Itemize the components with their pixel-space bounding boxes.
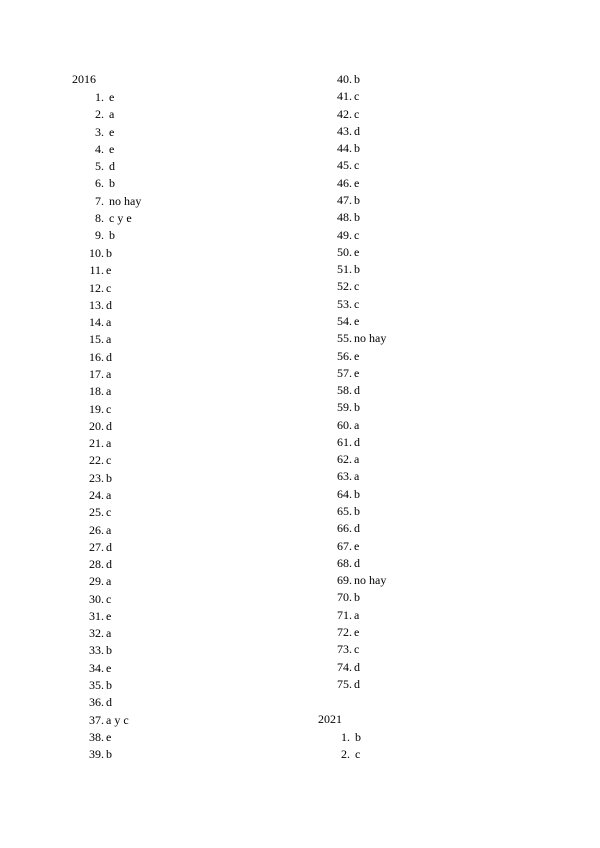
answer-value: b <box>354 486 360 501</box>
question-number: 17. <box>89 366 104 381</box>
question-number: 14. <box>89 315 104 330</box>
question-number: 54. <box>337 313 352 328</box>
year-heading-2021: 2021 <box>318 712 342 726</box>
answer-value: c y e <box>109 210 132 225</box>
answer-value: e <box>106 608 112 623</box>
answer-value: b <box>354 192 360 207</box>
answer-value: e <box>106 729 112 744</box>
answer-value: c <box>354 89 360 104</box>
question-number: 45. <box>337 158 352 173</box>
answer-value: no hay <box>109 193 142 208</box>
answer-value: no hay <box>354 331 387 346</box>
answer-value: d <box>106 557 112 572</box>
answer-value: c <box>106 280 112 295</box>
question-number: 8. <box>95 210 104 225</box>
answer-value: no hay <box>354 573 387 588</box>
question-number: 34. <box>89 660 104 675</box>
answer-value: c <box>354 106 360 121</box>
question-number: 68. <box>337 555 352 570</box>
answer-value: a <box>106 384 112 399</box>
question-number: 67. <box>337 538 352 553</box>
question-number: 21. <box>89 436 104 451</box>
question-number: 30. <box>89 591 104 606</box>
answer-value: e <box>109 90 115 104</box>
question-number: 60. <box>337 417 352 432</box>
question-number: 28. <box>89 557 104 572</box>
answer-value: a <box>106 315 112 330</box>
answer-value: a <box>106 332 112 347</box>
question-number: 61. <box>337 434 352 449</box>
question-number: 59. <box>337 400 352 415</box>
answer-value: a <box>354 417 360 432</box>
question-number: 35. <box>89 678 104 693</box>
answer-value: c <box>354 227 360 242</box>
question-number: 39. <box>89 747 104 762</box>
question-number: 64. <box>337 486 352 501</box>
answer-value: d <box>106 695 112 710</box>
answer-value: d <box>109 159 115 174</box>
question-number: 72. <box>337 625 352 639</box>
answer-value: a <box>354 607 360 622</box>
question-number: 10. <box>89 246 104 260</box>
answer-value: a <box>106 436 112 451</box>
answer-value: a <box>106 522 112 537</box>
answer-value: e <box>354 365 360 380</box>
answer-value: b <box>106 747 112 762</box>
answer-value: c <box>106 401 112 416</box>
answer-value: b <box>109 176 115 191</box>
question-number: 55. <box>337 331 352 346</box>
answer-value: c <box>106 505 112 520</box>
question-number: 63. <box>337 469 352 484</box>
answer-value: e <box>354 175 360 190</box>
answer-value: b <box>106 643 112 658</box>
question-number: 25. <box>89 505 104 520</box>
question-number: 66. <box>337 521 352 536</box>
answer-value: c <box>354 642 360 657</box>
question-number: 3. <box>95 124 104 139</box>
question-number: 42. <box>337 106 352 121</box>
question-number: 49. <box>337 227 352 242</box>
question-number: 19. <box>89 401 104 416</box>
question-number: 36. <box>89 695 104 710</box>
question-number: 1. <box>95 90 104 104</box>
question-number: 70. <box>337 590 352 605</box>
question-number: 26. <box>89 522 104 537</box>
question-number: 50. <box>337 244 352 259</box>
answer-value: e <box>354 348 360 363</box>
question-number: 9. <box>95 228 104 243</box>
question-number: 32. <box>89 626 104 641</box>
question-number: 22. <box>89 453 104 468</box>
answer-value: b <box>354 262 360 277</box>
answer-value: c <box>354 279 360 294</box>
answer-value: a <box>354 452 360 467</box>
question-number: 58. <box>337 383 352 398</box>
question-number: 62. <box>337 452 352 467</box>
answer-value: e <box>354 625 360 639</box>
answer-value: d <box>106 539 112 554</box>
answer-value: d <box>106 297 112 312</box>
question-number: 20. <box>89 418 104 433</box>
question-number: 18. <box>89 384 104 399</box>
answer-value: b <box>354 210 360 225</box>
answer-value: a <box>106 626 112 641</box>
year-heading-2016: 2016 <box>72 72 96 86</box>
answer-value: b <box>355 730 361 744</box>
question-number: 29. <box>89 574 104 589</box>
answer-value: d <box>106 349 112 364</box>
question-number: 4. <box>95 141 104 156</box>
answer-value: b <box>354 400 360 415</box>
answer-value: c <box>355 747 361 762</box>
answer-value: d <box>354 676 360 691</box>
answer-value: b <box>109 228 115 243</box>
answer-value: d <box>354 434 360 449</box>
answer-value: e <box>354 538 360 553</box>
question-number: 12. <box>89 280 104 295</box>
answer-value: c <box>354 296 360 311</box>
question-number: 1. <box>341 730 350 744</box>
answer-value: d <box>106 418 112 433</box>
answer-value: b <box>106 246 112 260</box>
question-number: 5. <box>95 159 104 174</box>
answer-value: a y c <box>106 712 129 727</box>
question-number: 73. <box>337 642 352 657</box>
answer-value: d <box>354 123 360 138</box>
answer-value: b <box>106 470 112 485</box>
question-number: 2. <box>95 107 104 122</box>
question-number: 38. <box>89 729 104 744</box>
answer-value: a <box>106 574 112 589</box>
question-number: 16. <box>89 349 104 364</box>
answer-value: e <box>354 313 360 328</box>
question-number: 23. <box>89 470 104 485</box>
question-number: 33. <box>89 643 104 658</box>
answer-value: e <box>354 244 360 259</box>
answer-value: e <box>109 124 115 139</box>
question-number: 56. <box>337 348 352 363</box>
question-number: 13. <box>89 297 104 312</box>
question-number: 74. <box>337 659 352 674</box>
answer-value: a <box>106 487 112 502</box>
answer-value: d <box>354 555 360 570</box>
question-number: 52. <box>337 279 352 294</box>
answer-value: c <box>354 158 360 173</box>
question-number: 46. <box>337 175 352 190</box>
answer-value: a <box>354 469 360 484</box>
answer-value: e <box>106 263 112 278</box>
answer-value: d <box>354 521 360 536</box>
answer-value: b <box>106 678 112 693</box>
question-number: 44. <box>337 141 352 156</box>
question-number: 47. <box>337 192 352 207</box>
question-number: 71. <box>337 607 352 622</box>
question-number: 40. <box>337 72 352 86</box>
question-number: 51. <box>337 262 352 277</box>
question-number: 27. <box>89 539 104 554</box>
answer-value: d <box>354 383 360 398</box>
question-number: 11. <box>89 263 104 278</box>
answer-value: e <box>109 141 115 156</box>
question-number: 7. <box>95 193 104 208</box>
question-number: 75. <box>337 676 352 691</box>
answer-value: c <box>106 453 112 468</box>
answer-value: b <box>354 504 360 519</box>
answer-value: b <box>354 72 360 86</box>
answer-value: c <box>106 591 112 606</box>
question-number: 57. <box>337 365 352 380</box>
question-number: 53. <box>337 296 352 311</box>
answer-value: a <box>106 366 112 381</box>
answer-value: a <box>109 107 115 122</box>
question-number: 48. <box>337 210 352 225</box>
question-number: 65. <box>337 504 352 519</box>
question-number: 69. <box>337 573 352 588</box>
answer-value: b <box>354 141 360 156</box>
answer-value: b <box>354 590 360 605</box>
question-number: 6. <box>95 176 104 191</box>
question-number: 24. <box>89 487 104 502</box>
question-number: 41. <box>337 89 352 104</box>
answer-value: d <box>354 659 360 674</box>
question-number: 31. <box>89 608 104 623</box>
question-number: 2. <box>341 747 350 762</box>
answer-value: e <box>106 660 112 675</box>
question-number: 37. <box>89 712 104 727</box>
question-number: 15. <box>89 332 104 347</box>
question-number: 43. <box>337 123 352 138</box>
